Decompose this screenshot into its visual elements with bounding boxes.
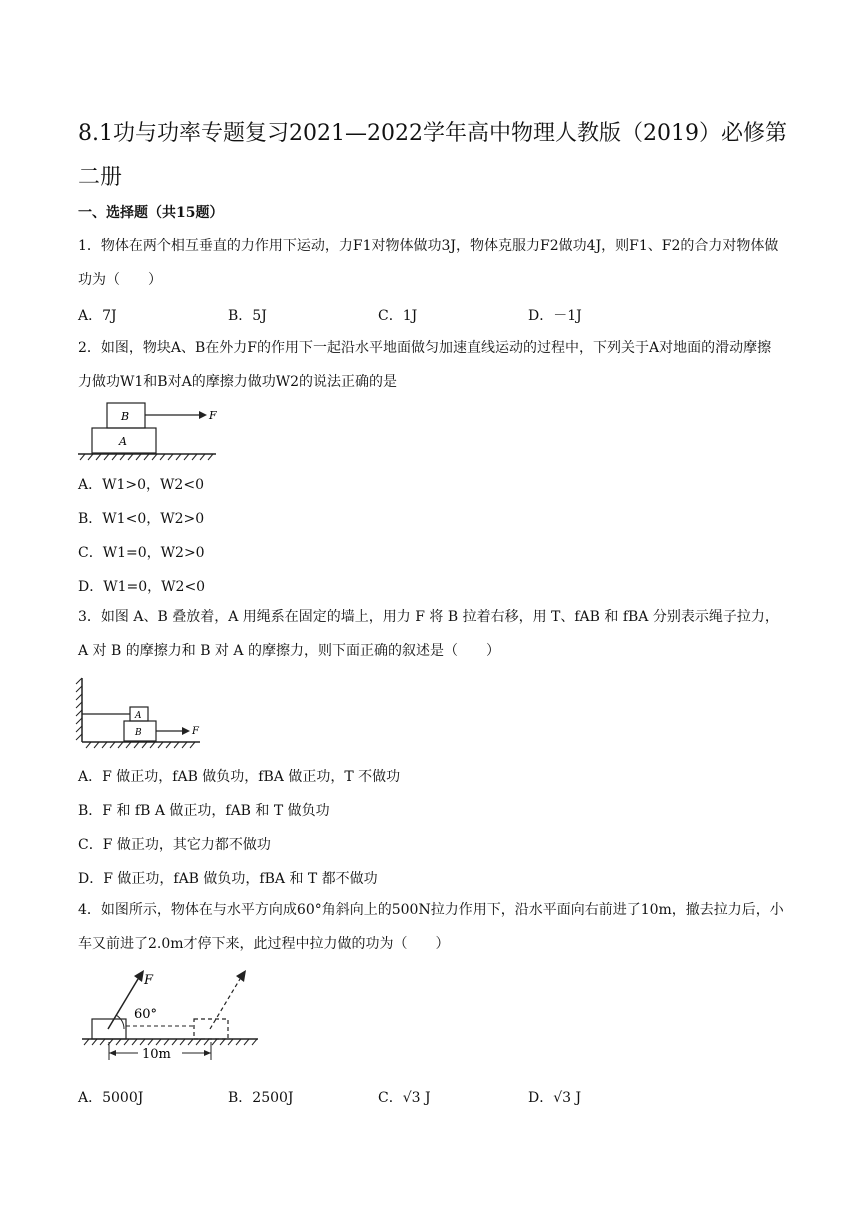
section-heading: 一、选择题（共15题）: [78, 205, 224, 221]
q2-option-c[interactable]: C．W1=0，W2>0: [78, 545, 205, 561]
q4-block-start: [92, 1019, 126, 1039]
arrow-left-icon: [109, 1050, 116, 1056]
arrow-right-icon: [204, 1050, 211, 1056]
question-3-text: 3．如图 A、B 叠放着，A 用绳系在固定的墙上，用力 F 将 B 拉着右移，用 T、fAB 和 fBA 分别表示绳子拉力，A 对 B 的摩擦力和 B 对 A 的摩擦力，则下面正确的叙述是（ ）: [78, 609, 779, 659]
q4-angle-label: 60°: [134, 1007, 158, 1022]
q2-label-b: B: [121, 410, 130, 423]
q3-option-c[interactable]: C．F 做正功，其它力都不做功: [78, 837, 271, 853]
q2-option-d[interactable]: D．W1=0，W2<0: [78, 579, 206, 595]
q4-label-f: F: [144, 973, 154, 988]
q4-figure: [78, 966, 263, 1064]
q4-distance-label: 10m: [142, 1047, 171, 1062]
arrow-right-icon: [199, 411, 207, 419]
q3-option-d[interactable]: D．F 做正功，fAB 做负功，fBA 和 T 都不做功: [78, 871, 378, 887]
q4-option-d[interactable]: D．√3 J: [528, 1090, 582, 1106]
q3-label-a: A: [135, 711, 142, 721]
q3-label-f: F: [192, 726, 199, 737]
arrow-up-right-icon: [134, 970, 144, 982]
document-title: 8.1功与功率专题复习2021—2022学年高中物理人教版（2019）必修第二册: [78, 121, 787, 190]
q3-label-b: B: [135, 728, 142, 738]
question-4-text: 4．如图所示，物体在与水平方向成60°角斜向上的500N拉力作用下，沿水平面向右前进了10m，撤去拉力后，小车又前进了2.0m才停下来，此过程中拉力做的功为（ ）: [78, 902, 784, 952]
q2-label-f: F: [209, 409, 217, 422]
q2-figure: [74, 398, 224, 463]
q4-block-end: [194, 1019, 228, 1039]
q1-option-c[interactable]: C．1J: [378, 308, 418, 324]
arrow-right-icon: [182, 727, 190, 735]
q2-option-a[interactable]: A．W1>0，W2<0: [78, 477, 204, 493]
q2-label-a: A: [119, 435, 127, 448]
q4-option-c[interactable]: C．√3 J: [378, 1090, 431, 1106]
q4-option-a[interactable]: A．5000J: [78, 1090, 144, 1106]
q2-option-b[interactable]: B．W1<0，W2>0: [78, 511, 205, 527]
q3-option-b[interactable]: B．F 和 fB A 做正功，fAB 和 T 做负功: [78, 803, 330, 819]
q1-option-d[interactable]: D．－1J: [528, 308, 582, 324]
q3-option-a[interactable]: A．F 做正功，fAB 做负功，fBA 做正功，T 不做功: [78, 769, 401, 785]
q1-option-b[interactable]: B．5J: [228, 308, 267, 324]
arrow-up-right-icon: [236, 970, 246, 982]
q4-option-b[interactable]: B．2500J: [228, 1090, 294, 1106]
q3-figure: [72, 676, 207, 751]
q1-option-a[interactable]: A．7J: [78, 308, 117, 324]
question-1-text: 1．物体在两个相互垂直的力作用下运动，力F1对物体做功3J，物体克服力F2做功4J，则F1、F2的合力对物体做功为（ ）: [78, 238, 779, 288]
question-2-text: 2．如图，物块A、B在外力F的作用下一起沿水平地面做匀加速直线运动的过程中，下列关于A对地面的滑动摩擦力做功W1和B对A的摩擦力做功W2的说法正确的是: [78, 340, 772, 390]
